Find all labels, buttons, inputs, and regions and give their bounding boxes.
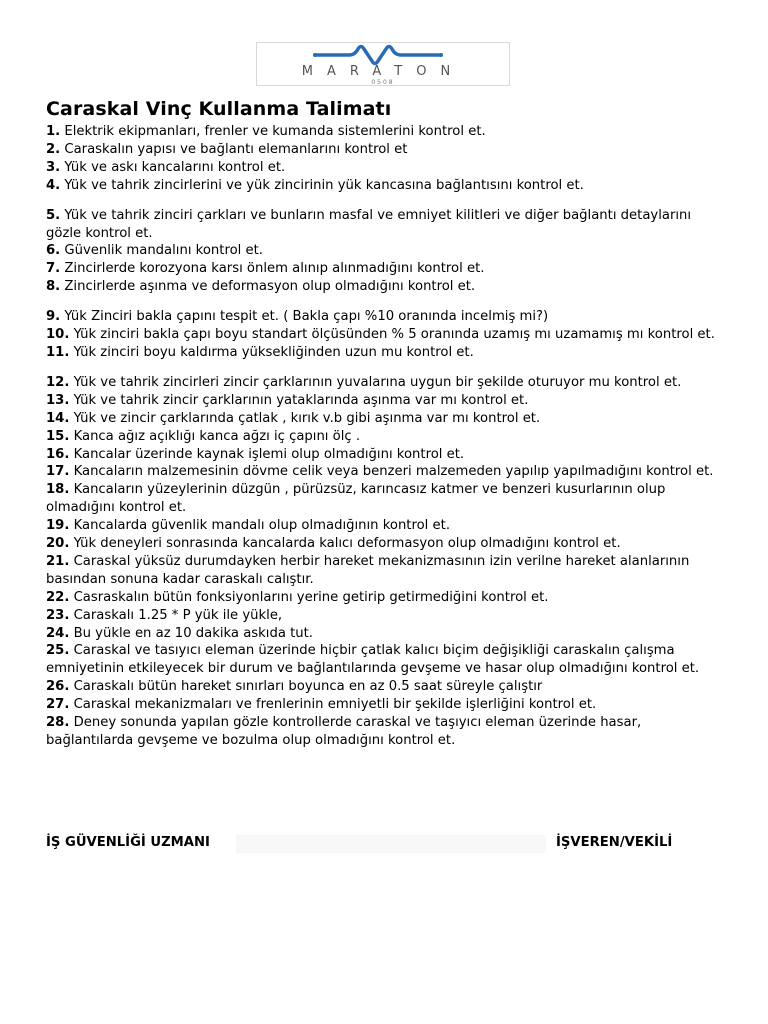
maraton-logo xyxy=(256,42,510,86)
list-item xyxy=(46,607,726,625)
list-item xyxy=(46,696,726,714)
item-number: 7. xyxy=(46,261,61,277)
item-number: 12. xyxy=(46,374,70,390)
list-item xyxy=(46,123,726,141)
list-item xyxy=(46,326,726,344)
list-item xyxy=(46,625,726,643)
list-item xyxy=(46,589,726,607)
list-item xyxy=(46,553,726,589)
employer-label: İŞVEREN/VEKİLİ xyxy=(556,835,673,850)
item-text: Elektrik ekipmanları, frenler ve kumanda sistemlerini kontrol et. xyxy=(64,124,486,139)
item-number: 3. xyxy=(46,159,61,175)
item-text: Yük zinciri bakla çapı boyu standart ölçüsünden % 5 oranında uzamış mı uzamamış mı kontrol et. xyxy=(73,327,715,343)
item-text: Yük deneyleri sonrasında kancalarda kalıcı deformasyon olup olmadığını kontrol et. xyxy=(73,536,621,552)
item-number: 14. xyxy=(46,410,70,426)
item-text: Kanca ağız açıklığı kanca ağzı iç çapını ölç . xyxy=(73,428,361,444)
list-item xyxy=(46,410,726,428)
logo-brand-text: MARATON xyxy=(301,64,465,79)
item-number: 25. xyxy=(46,643,70,659)
item-number: 22. xyxy=(46,589,70,605)
item-number: 26. xyxy=(46,679,70,695)
list-item xyxy=(46,177,726,195)
item-text: Kancaların malzemesinin dövme celik veya benzeri malzemeden yapılıp yapılmadığını kontrol et. xyxy=(73,464,714,480)
item-number: 21. xyxy=(46,553,70,569)
item-number: 15. xyxy=(46,428,70,444)
logo-subtext: 0508 xyxy=(371,79,395,85)
list-item xyxy=(46,678,726,696)
list-item xyxy=(46,278,726,296)
item-number: 24. xyxy=(46,625,70,641)
item-text: Caraskal yüksüz durumdayken herbir hareket mekanizmasının izin verilne hareket alanlarının basından sonuna kadar caraskalı calıştır. xyxy=(46,553,690,587)
item-text: Zincirlerde aşınma ve deformasyon olup olmadığını kontrol et. xyxy=(64,279,476,295)
item-text: Yük ve askı kancalarını kontrol et. xyxy=(64,159,286,175)
list-item xyxy=(46,714,726,750)
item-text: Yük ve zincir çarklarında çatlak , kırık v.b gibi aşınma var mı kontrol et. xyxy=(73,410,541,426)
item-text: Caraskalı 1.25 * P yük ile yükle, xyxy=(73,607,283,623)
item-text: Kancalarda güvenlik mandalı olup olmadığının kontrol et. xyxy=(73,518,451,534)
list-item xyxy=(46,517,726,535)
item-text: Caraskalın yapısı ve bağlantı elemanlarını kontrol et xyxy=(64,141,408,157)
item-text: Casraskalın bütün fonksiyonlarını yerine getirip getirmediğini kontrol et. xyxy=(73,589,549,605)
item-number: 17. xyxy=(46,464,70,480)
item-number: 20. xyxy=(46,536,70,552)
signature-row xyxy=(46,835,696,853)
item-number: 13. xyxy=(46,392,70,408)
item-number: 28. xyxy=(46,715,70,731)
list-item xyxy=(46,481,726,517)
logo-dot-icon xyxy=(439,53,443,57)
list-item xyxy=(46,242,726,260)
item-number: 6. xyxy=(46,243,61,259)
logo-wave-icon xyxy=(315,47,441,64)
list-item xyxy=(46,428,726,446)
item-text: Deney sonunda yapılan gözle kontrollerde caraskal ve taşıyıcı eleman üzerinde hasar, bağlantılarda gevşeme ve bozulma olup olmadığını kontrol et. xyxy=(46,715,642,748)
item-number: 5. xyxy=(46,207,61,223)
item-text: Zincirlerde korozyona karsı önlem alınıp alınmadığını kontrol et. xyxy=(64,261,485,277)
item-text: Yük zinciri boyu kaldırma yüksekliğinden uzun mu kontrol et. xyxy=(73,344,474,360)
item-text: Yük ve tahrik zincir çarklarının yataklarında aşınma var mı kontrol et. xyxy=(73,392,529,408)
instruction-list xyxy=(46,123,726,750)
list-item xyxy=(46,446,726,464)
item-text: Yük ve tahrik zincirlerini ve yük zincirinin yük kancasına bağlantısını kontrol et. xyxy=(64,177,584,193)
item-text: Bu yükle en az 10 dakika askıda tut. xyxy=(73,625,313,641)
item-number: 27. xyxy=(46,697,70,713)
item-text: Güvenlik mandalını kontrol et. xyxy=(64,243,263,259)
list-item xyxy=(46,463,726,481)
item-number: 1. xyxy=(46,124,61,139)
list-item xyxy=(46,642,726,678)
item-text: Caraskal mekanizmaları ve frenlerinin emniyetli bir şekilde işlerliğini kontrol et. xyxy=(73,697,597,713)
list-item xyxy=(46,159,726,177)
page-title: Caraskal Vinç Kullanma Talimatı xyxy=(46,98,392,120)
list-item xyxy=(46,141,726,159)
list-item xyxy=(46,344,726,362)
item-number: 18. xyxy=(46,482,70,498)
item-number: 19. xyxy=(46,518,70,534)
item-text: Yük ve tahrik zinciri çarkları ve bunların masfal ve emniyet kilitleri ve diğer bağlantı detaylarını gözle kontrol et. xyxy=(46,207,692,241)
item-text: Yük ve tahrik zincirleri zincir çarklarının yuvalarına uygun bir şekilde oturuyor mu kontrol et. xyxy=(73,374,682,390)
item-number: 10. xyxy=(46,327,70,343)
logo-dot-icon xyxy=(313,53,317,57)
item-number: 4. xyxy=(46,177,61,193)
list-item xyxy=(46,260,726,278)
list-item xyxy=(46,308,726,326)
list-item xyxy=(46,392,726,410)
item-text: Yük Zinciri bakla çapını tespit et. ( Bakla çapı %10 oranında incelmiş mi?) xyxy=(64,309,549,325)
item-text: Kancaların yüzeylerinin düzgün , pürüzsüz, karıncasız katmer ve benzeri kusurlarının olup olmadığını kontrol et. xyxy=(46,482,666,516)
item-text: Caraskal ve tasıyıcı eleman üzerinde hiçbir çatlak kalıcı biçim değişikliği caraskalın çalışma emniyetinin etkileyecek bir durum ve bağlantılarında gevşeme ve hasar olup olmadığını kontrol et. xyxy=(46,643,700,677)
item-number: 16. xyxy=(46,446,70,462)
safety-expert-label: İŞ GÜVENLİĞİ UZMANI xyxy=(46,835,210,850)
item-number: 23. xyxy=(46,607,70,623)
item-number: 11. xyxy=(46,344,70,360)
list-item xyxy=(46,207,726,243)
list-item xyxy=(46,535,726,553)
item-number: 2. xyxy=(46,141,61,157)
list-item xyxy=(46,374,726,392)
item-number: 8. xyxy=(46,279,61,295)
item-text: Kancalar üzerinde kaynak işlemi olup olmadığını kontrol et. xyxy=(73,446,465,462)
item-number: 9. xyxy=(46,309,61,325)
item-text: Caraskalı bütün hareket sınırları boyunca en az 0.5 saat süreyle çalıştır xyxy=(73,679,543,695)
